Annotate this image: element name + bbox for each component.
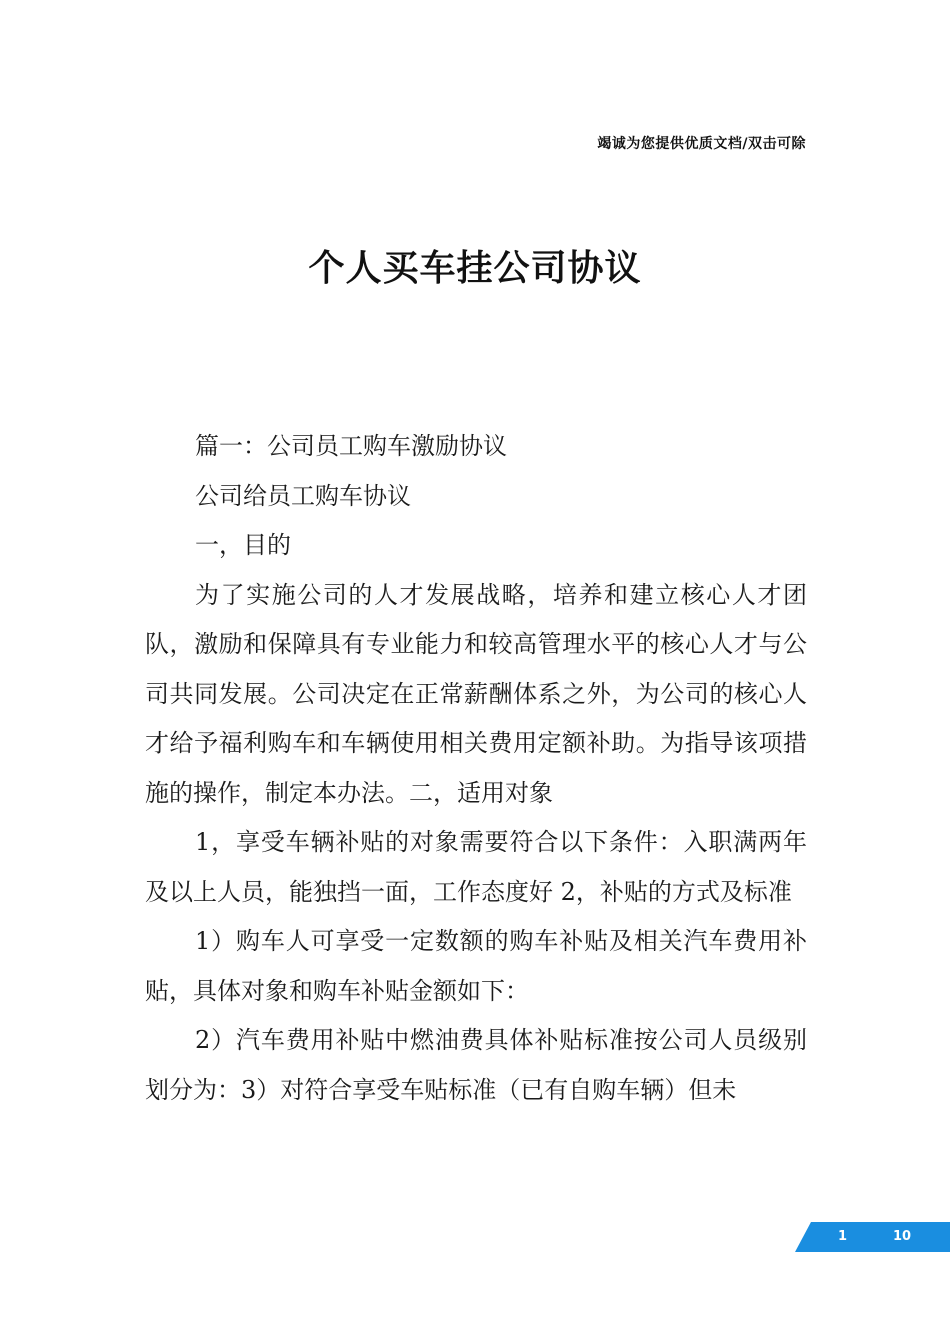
paragraph-subsidy-2: 2）汽车费用补贴中燃油费具体补贴标准按公司人员级别划分为：3）对符合享受车贴标准（已有自购车辆）但未 xyxy=(145,1026,807,1104)
paragraph-subtitle: 公司给员工购车协议 xyxy=(195,481,411,510)
page-total: 10 xyxy=(893,1229,912,1244)
paragraph-purpose-heading: 一，目的 xyxy=(195,531,291,559)
document-title: 个人买车挂公司协议 xyxy=(308,248,642,289)
header-note: 竭诚为您提供优质文档/双击可除 xyxy=(597,136,806,152)
page-footer-bar xyxy=(795,1222,950,1252)
paragraph-section-heading: 篇一：公司员工购车激励协议 xyxy=(195,432,507,460)
paragraph-subsidy-1: 1）购车人可享受一定数额的购车补贴及相关汽车费用补贴，具体对象和购车补贴金额如下： xyxy=(145,927,807,1005)
paragraph-condition: 1，享受车辆补贴的对象需要符合以下条件：入职满两年及以上人员，能独挡一面，工作态度好 2，补贴的方式及标准 xyxy=(145,828,807,906)
paragraph-purpose-text: 为了实施公司的人才发展战略，培养和建立核心人才团队，激励和保障具有专业能力和较高管理水平的核心人才与公司共同发展。公司决定在正常薪酬体系之外，为公司的核心人才给予福利购车和车辆使用相关费用定额补助。为指导该项措施的操作，制定本办法。二，适用对象 xyxy=(145,580,807,807)
page-number: 1 xyxy=(838,1229,848,1244)
document-body xyxy=(145,422,807,1115)
